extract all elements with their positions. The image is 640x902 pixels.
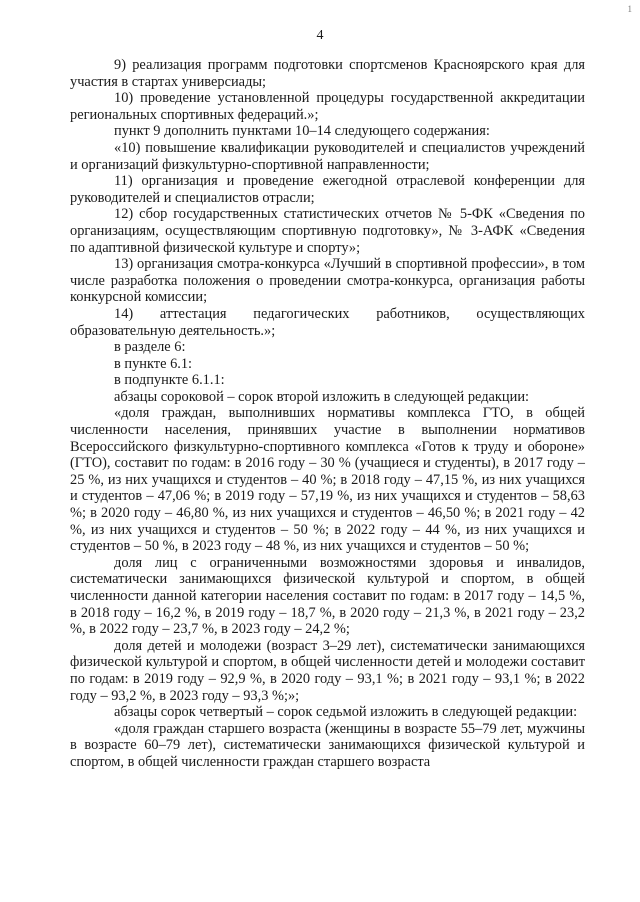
paragraph: 10) проведение установленной процедуры государственной аккредитации региональных спортивных федераций.»;: [70, 90, 585, 123]
paragraph: в подпункте 6.1.1:: [114, 372, 225, 389]
paragraph: 14) аттестация педагогических работников, осуществляющих образовательную деятельность.»;: [70, 305, 585, 339]
paragraph: доля лиц с ограниченными возможностями здоровья и инвалидов, систематически занимающихся физической культурой и спортом, в общей численности данной категории населения составит по годам: в 2017 году – 14,5 %, в 2018 году – 16,2 %, в 2019 году – 18,7 %, в 2020 году – 21,3 %, в 2021 году – 23,2 %, в 2022 году – 23,7 %, в 2023 году – 24,2 %;: [70, 554, 585, 638]
margin-mark: 1: [627, 4, 632, 14]
paragraph: в разделе 6:: [114, 339, 186, 356]
paragraph: 12) сбор государственных статистических отчетов № 5-ФК «Сведения по организациям, осуществляющим спортивную подготовку», № 3-АФК «Сведения по адаптивной физической культуре и спорту»;: [70, 206, 585, 256]
paragraph: в пункте 6.1:: [114, 355, 193, 372]
paragraph: абзацы сорок четвертый – сорок седьмой изложить в следующей редакции:: [114, 704, 578, 721]
page-number: 4: [316, 28, 324, 43]
paragraph: 11) организация и проведение ежегодной отраслевой конференции для руководителей и специалистов отрасли;: [70, 173, 585, 206]
paragraph: пункт 9 дополнить пунктами 10–14 следующего содержания:: [114, 123, 490, 140]
paragraph: «доля граждан, выполнивших нормативы комплекса ГТО, в общей численности населения, принявших участие в выполнении нормативов Всероссийского физкультурно-спортивного комплекса «Готов к труду и обороне» (ГТО), составит по годам: в 2016 году – 30 % (учащиеся и студенты), в 2017 году – 25 %, из них учащихся и студентов – 40 %; в 2018 году – 47,15 %, из них учащихся и студентов – 47,06 %; в 2019 году – 57,19 %, из них учащихся и студентов – 58,63 %; в 2020 году – 46,80 %, из них учащихся и студентов – 46,50 %; в 2021 году – 42 %, из них учащихся и студентов – 50 %; в 2022 году – 44 %, из них учащихся и студентов – 50 %, в 2023 году – 48 %, из них учащихся и студентов – 50 %;: [70, 405, 585, 555]
document-body: [70, 57, 585, 771]
paragraph: абзацы сороковой – сорок второй изложить в следующей редакции:: [114, 388, 530, 405]
paragraph: 9) реализация программ подготовки спортсменов Красноярского края для участия в стартах универсиады;: [70, 57, 585, 90]
paragraph: «доля граждан старшего возраста (женщины в возрасте 55–79 лет, мужчины в возрасте 60–79 лет), систематически занимающихся физической культурой и спортом, в общей численности граждан старшего возраста: [70, 720, 585, 770]
paragraph: 13) организация смотра-конкурса «Лучший в спортивной профессии», в том числе разработка положения о проведении смотра-конкурса, организация работы конкурсной комиссии;: [70, 256, 585, 306]
paragraph: «10) повышение квалификации руководителей и специалистов учреждений и организаций физкультурно-спортивной направленности;: [70, 139, 585, 173]
paragraph: доля детей и молодежи (возраст 3–29 лет), систематически занимающихся физической культурой и спортом, в общей численности детей и молодежи составит по годам: в 2019 году – 92,9 %, в 2020 году – 93,1 %; в 2021 году – 93,1 %; в 2022 году – 93,2 %, в 2023 году – 93,3 %;»;: [70, 637, 585, 704]
